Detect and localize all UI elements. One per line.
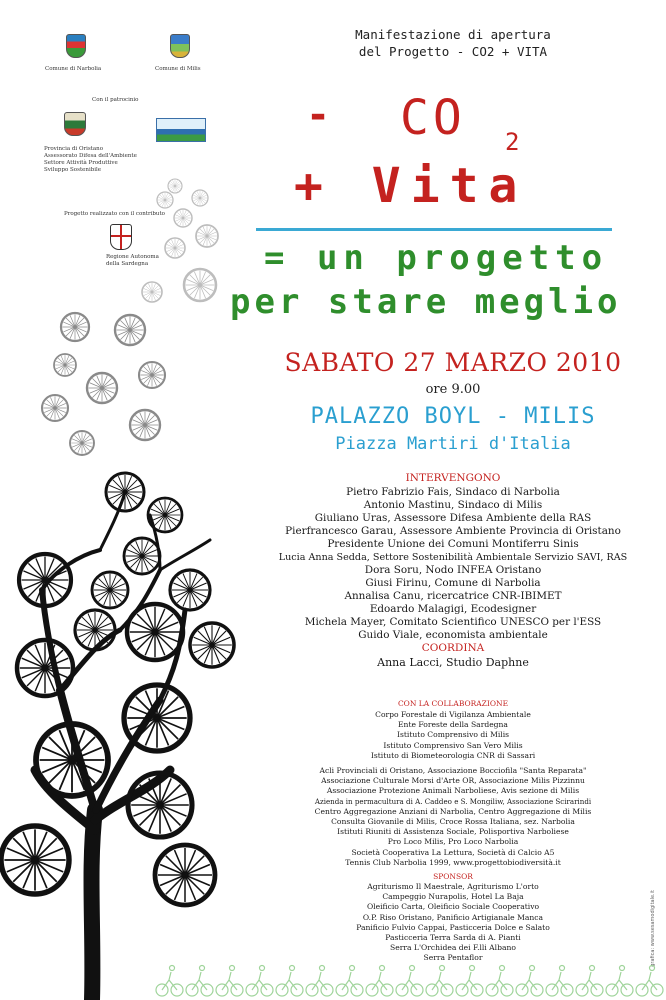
speakers-list — [240, 486, 666, 642]
cyclist-icon — [396, 966, 423, 997]
partner-item: Acli Provinciali di Oristano, Associazione Bocciofila "Santa Reparata" — [319, 766, 587, 775]
cyclist-icon — [156, 966, 183, 997]
title-subscript: 2 — [505, 128, 520, 156]
partners-list — [240, 766, 666, 868]
title-plus-vita: + Vita — [294, 158, 528, 214]
cyclist-icon — [606, 966, 633, 997]
sponsor-item: Serra Pentaflor — [423, 953, 483, 963]
title-eq-line: = un progetto — [264, 238, 609, 278]
event-venue: PALAZZO BOYL - MILIS — [310, 404, 596, 429]
bicycle-wheel-tree-icon — [0, 170, 240, 1000]
speaker-item: Giusi Firinu, Comune di Narbolia — [365, 577, 541, 589]
event-time: ore 9.00 — [425, 382, 481, 397]
title-co: CO — [400, 90, 466, 146]
speaker-item: Annalisa Canu, ricercatrice CNR-IBIMET — [344, 590, 562, 602]
cyclist-icon — [336, 966, 363, 997]
speaker-item: Pietro Fabrizio Fais, Sindaco di Narbolia — [346, 486, 560, 498]
provincia-line-1: Provincia di Oristano — [44, 146, 104, 152]
partner-item: Associazione Protezione Animali Narboliese, Avis sezione di Milis — [326, 786, 580, 796]
coord-heading: COORDINA — [421, 642, 485, 654]
header-line-2: del Progetto - CO2 + VITA — [358, 44, 548, 59]
sponsor-item: Agriturismo Il Maestrale, Agriturismo L'orto — [367, 882, 539, 891]
speaker-item: Antonio Mastinu, Sindaco di Milis — [363, 499, 543, 511]
partner-item: Società Cooperativa La Lettura, Società di Calcio A5 — [351, 847, 555, 857]
event-date: SABATO 27 MARZO 2010 — [284, 348, 622, 377]
sponsor-item: Panificio Fulvio Cappai, Pasticceria Dolce e Salato — [356, 922, 550, 932]
regione-line-2: della Sardegna — [106, 261, 149, 267]
collab-item: Istituto Comprensivo San Vero Milis — [383, 740, 523, 750]
speakers-heading: INTERVENGONO — [405, 472, 501, 484]
cyclist-icon — [276, 966, 303, 997]
speaker-item: Michela Mayer, Comitato Scientifico UNESCO per l'ESS — [304, 616, 602, 628]
collab-item: Istituto di Biometeorologia CNR di Sassari — [370, 750, 536, 760]
speaker-item: Pierfrancesco Garau, Assessore Ambiente Provincia di Oristano — [285, 525, 621, 537]
milis-label: Comune di Milis — [155, 66, 201, 72]
collab-item: Ente Foreste della Sardegna — [398, 720, 508, 730]
header-line-1: Manifestazione di apertura — [355, 27, 551, 42]
partner-item: Associazione Culturale Morsi d'Arte OR, Associazione Milis Pizzinnu — [321, 776, 585, 786]
sponsor-item: Serra L'Orchidea dei F.lli Albano — [390, 943, 516, 953]
header-title — [240, 26, 666, 60]
cyclist-icon — [546, 966, 573, 997]
coord-name: Anna Lacci, Studio Daphne — [377, 656, 529, 669]
cyclist-icon — [576, 966, 603, 997]
provincia-line-3: Settore Attività Produttive — [44, 160, 118, 166]
speaker-item: Giuliano Uras, Assessore Difesa Ambiente della RAS — [314, 512, 592, 524]
collab-heading: CON LA COLLABORAZIONE — [397, 699, 509, 708]
partner-item: Centro Aggregazione Anziani di Narbolia, Centro Aggregazione di Milis — [314, 806, 592, 816]
sponsor-heading: SPONSOR — [433, 872, 473, 881]
regione-line-1: Regione Autonoma — [106, 254, 159, 260]
infea-logo-icon — [156, 118, 206, 142]
milis-crest-icon — [170, 34, 190, 58]
provincia-crest-icon — [64, 112, 86, 136]
speaker-item: Edoardo Malagigi, Ecodesigner — [369, 603, 537, 615]
sponsor-item: Oleificio Carta, Oleificio Sociale Cooperativo — [366, 902, 540, 912]
narbolia-crest-icon — [66, 34, 86, 58]
cyclist-icon — [516, 966, 543, 997]
cyclist-icon — [366, 966, 393, 997]
cyclist-icon — [456, 966, 483, 997]
cyclist-icon — [246, 966, 273, 997]
cyclist-icon — [426, 966, 453, 997]
narbolia-label: Comune di Narbolia — [45, 66, 102, 72]
provincia-line-4: Sviluppo Sostenibile — [44, 167, 101, 173]
provincia-line-2: Assessorato Difesa dell'Ambiente — [44, 153, 137, 159]
cyclist-icon — [216, 966, 243, 997]
speaker-item: Dora Soru, Nodo INFEA Oristano — [364, 564, 542, 576]
partner-item: Azienda in permacultura di A. Caddeo e S. Mongiliw, Associazione Scirarindi — [314, 796, 592, 806]
partner-item: Istituti Riuniti di Assistenza Sociale, Polisportiva Narboliese — [337, 827, 569, 837]
side-credit: grafica: www.sesamodigitale.it — [650, 890, 656, 967]
cyclist-icon — [186, 966, 213, 997]
collab-item: Istituto Comprensivo di Milis — [396, 730, 510, 740]
collab-item: Corpo Forestale di Vigilanza Ambientale — [375, 710, 531, 719]
partner-item: Pro Loco Milis, Pro Loco Narbolia — [387, 837, 519, 847]
cyclist-icon — [636, 966, 663, 997]
speaker-item: Presidente Unione dei Comuni Montiferru Sinis — [327, 538, 579, 550]
collab-list — [240, 710, 666, 761]
title-per-line: per stare meglio — [230, 282, 622, 322]
event-address: Piazza Martiri d'Italia — [335, 434, 571, 454]
cyclist-icon — [486, 966, 513, 997]
sponsor-item: Campeggio Nurapolis, Hotel La Baja — [382, 892, 524, 902]
cyclist-icon — [306, 966, 333, 997]
sponsor-item: Pasticceria Terra Sarda di A. Pianti — [385, 933, 521, 943]
partner-item: Consulta Giovanile di Milis, Croce Rossa Italiana, sez. Narbolia — [331, 817, 575, 827]
contributo-label: Progetto realizzato con il contributo — [64, 211, 165, 217]
cyclists-border-icon — [150, 962, 666, 1000]
speaker-item: Lucia Anna Sedda, Settore Sostenibilità Ambientale Servizio SAVI, RAS — [278, 552, 628, 563]
partner-item: Tennis Club Narbolia 1999, www.progettobiodiversità.it — [345, 857, 561, 867]
sponsor-item: O.P. Riso Oristano, Panificio Artigianale Manca — [362, 912, 544, 922]
patrocinio-label: Con il patrocinio — [92, 97, 139, 103]
title-divider — [256, 228, 612, 231]
sponsors-list — [240, 882, 666, 964]
speaker-item: Guido Viale, economista ambientale — [358, 629, 548, 641]
title-minus: - — [306, 92, 339, 138]
